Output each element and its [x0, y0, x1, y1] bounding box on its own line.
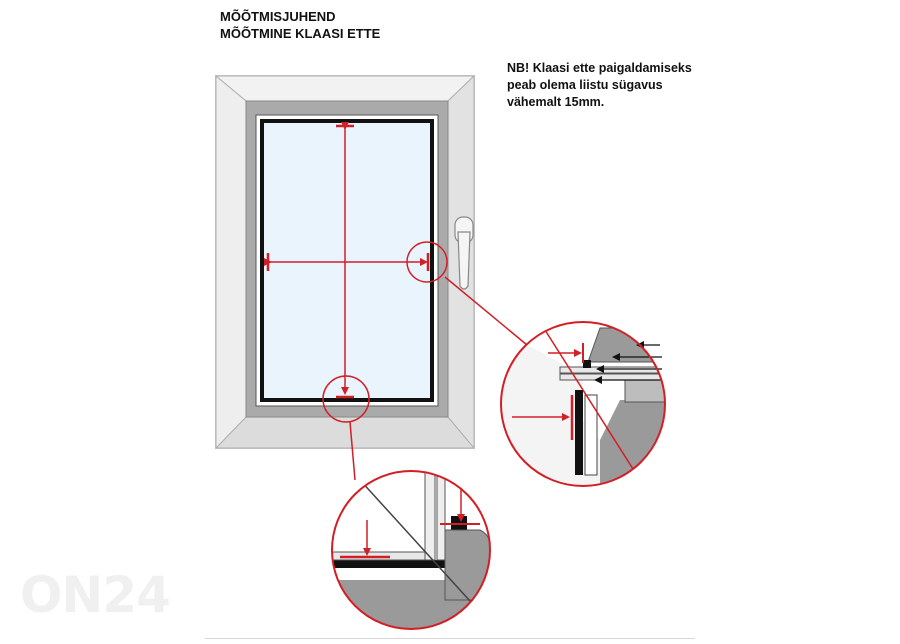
divider	[205, 638, 695, 639]
brand-watermark: ON24	[20, 566, 170, 624]
note-line-3: vähemalt 15mm.	[507, 95, 605, 109]
detail-bottom-section	[325, 470, 500, 640]
note-line-2: peab olema liistu sügavus	[507, 78, 663, 92]
title-line-1: MÕÕTMISJUHEND	[220, 9, 336, 24]
note-line-1: NB! Klaasi ette paigaldamiseks	[507, 61, 692, 75]
detail-right-section	[500, 322, 670, 500]
title-line-2: MÕÕTMINE KLAASI ETTE	[220, 26, 381, 41]
